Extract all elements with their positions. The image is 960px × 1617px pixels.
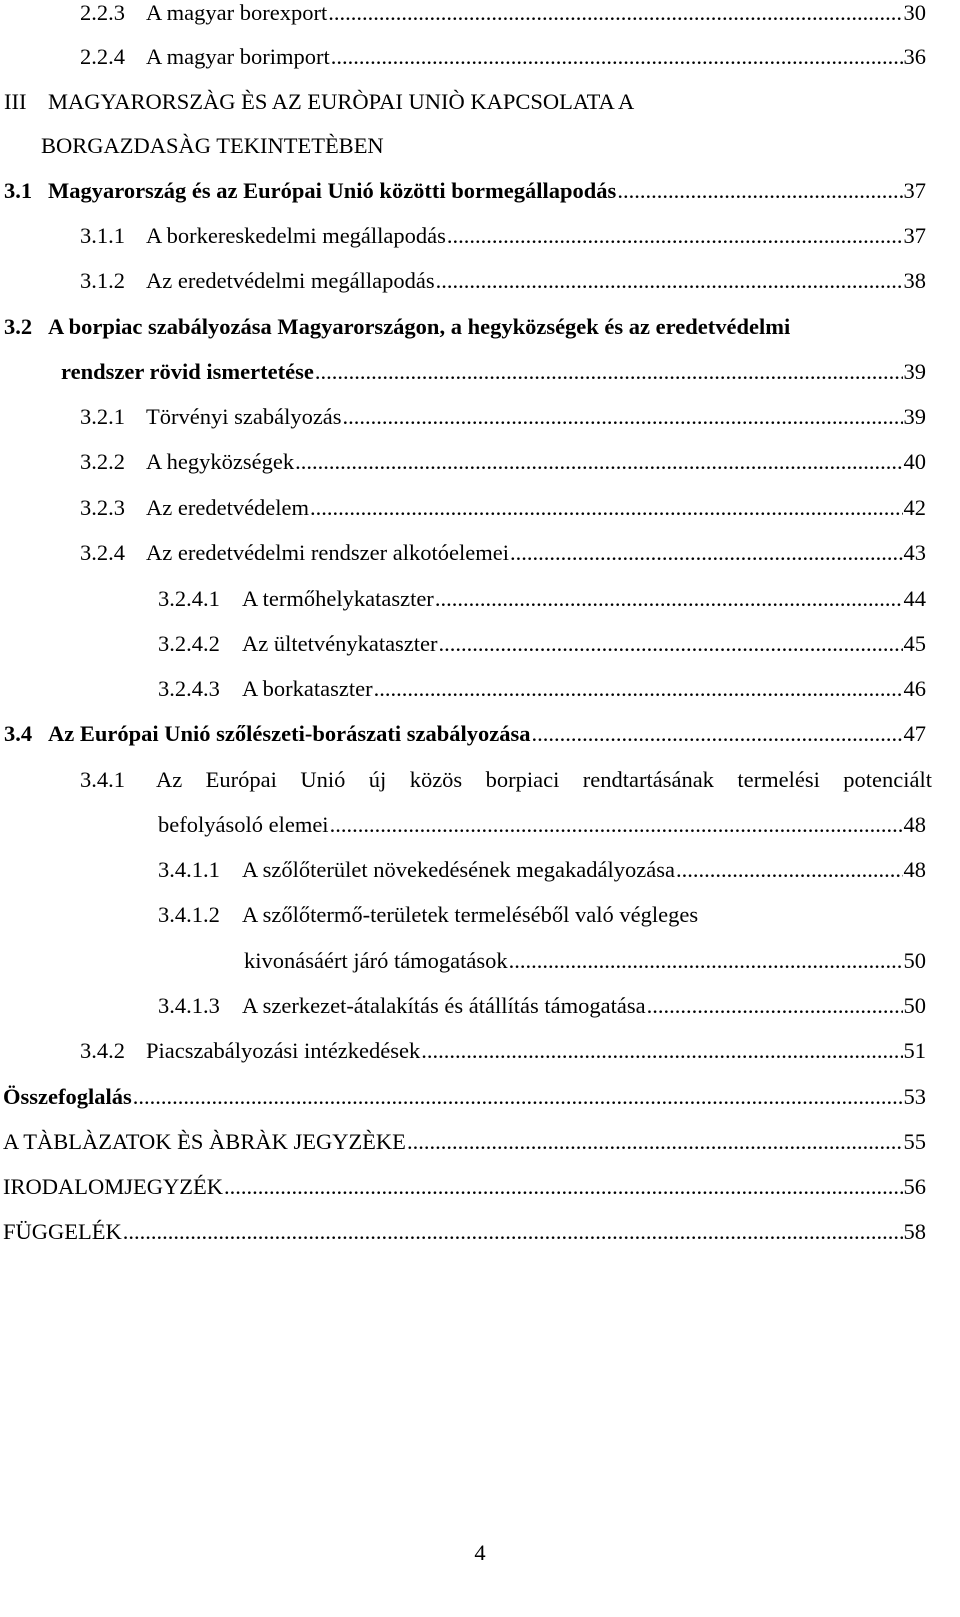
entry-number: 3.4.1.3 [158, 993, 220, 1018]
toc-entry-3-4-1-2-line2[interactable] [0, 948, 960, 978]
toc-entry-3-2-line1[interactable] [0, 314, 960, 344]
entry-title: A borkataszter [242, 676, 373, 701]
entry-title: Törvényi szabályozás [146, 404, 342, 429]
entry-number: 2.2.4 [80, 44, 125, 69]
entry-page: 37 [903, 223, 926, 248]
toc-entry-tablazatok[interactable] [0, 1129, 960, 1159]
entry-title: Piacszabályozási intézkedések [146, 1038, 421, 1063]
entry-number: III [4, 89, 27, 114]
toc-entry-III-line1[interactable] [0, 89, 960, 119]
dot-leader [439, 631, 903, 657]
toc-entry-3-2-4-1[interactable] [0, 586, 960, 616]
entry-page: 30 [903, 0, 926, 25]
entry-number: 3.1.1 [80, 223, 125, 248]
entry-number: 3.4.1.2 [158, 902, 220, 927]
entry-title: Magyarország és az Európai Unió közötti bormegállapodás [48, 178, 617, 203]
entry-page: 36 [903, 44, 926, 69]
dot-leader [310, 495, 902, 521]
entry-title-continued: befolyásoló elemei [158, 812, 329, 837]
entry-page: 44 [903, 586, 926, 611]
entry-number: 3.4.2 [80, 1038, 125, 1063]
entry-page: 53 [903, 1084, 926, 1109]
entry-title: Az ültetvénykataszter [242, 631, 438, 656]
title-word: termelési [737, 767, 820, 792]
entry-page: 48 [903, 857, 926, 882]
toc-entry-3-4-1-line2[interactable] [0, 812, 960, 842]
entry-title: Az eredetvédelmi megállapodás [146, 268, 435, 293]
title-word: potenciált [843, 767, 932, 792]
dot-leader [295, 449, 902, 475]
entry-title-continued: BORGAZDASÀG TEKINTETÈBEN [41, 133, 384, 158]
entry-number: 3.2.4.2 [158, 631, 220, 656]
dot-leader [343, 404, 903, 430]
toc-entry-3-1[interactable] [0, 178, 960, 208]
toc-entry-3-2-4[interactable] [0, 540, 960, 570]
entry-title: A hegyközségek [146, 449, 295, 474]
entry-page: 46 [903, 676, 926, 701]
entry-page: 47 [903, 721, 926, 746]
title-word: borpiaci [485, 767, 560, 792]
entry-title: A szőlőtermő-területek termeléséből való végleges [242, 902, 699, 927]
toc-entry-3-4[interactable] [0, 721, 960, 751]
entry-title: A magyar borimport [146, 44, 330, 69]
toc-entry-3-4-1-3[interactable] [0, 993, 960, 1023]
entry-page: 51 [903, 1038, 926, 1063]
toc-entry-3-2-3[interactable] [0, 495, 960, 525]
dot-leader [331, 44, 903, 70]
entry-number: 3.4.1 [80, 767, 125, 792]
title-word: új [368, 767, 387, 792]
dot-leader [436, 268, 903, 294]
dot-leader [123, 1219, 903, 1245]
entry-page: 37 [903, 178, 926, 203]
entry-number: 3.1.2 [80, 268, 125, 293]
toc-entry-3-2-line2[interactable] [0, 359, 960, 389]
entry-title: A szerkezet-átalakítás és átállítás támogatása [242, 993, 646, 1018]
title-word: Unió [300, 767, 346, 792]
dot-leader [133, 1084, 903, 1110]
toc-entry-3-4-1-justified-title [156, 767, 932, 797]
entry-title: Az eredetvédelem [146, 495, 310, 520]
toc-entry-3-2-4-3[interactable] [0, 676, 960, 706]
title-word: Európai [205, 767, 277, 792]
dot-leader [407, 1129, 903, 1155]
entry-title: A borpiac szabályozása Magyarországon, a hegyközségek és az eredetvédelmi [48, 314, 791, 339]
toc-entry-III-line2[interactable] [0, 133, 960, 163]
dot-leader [509, 948, 903, 974]
dot-leader [224, 1174, 903, 1200]
dot-leader [435, 586, 903, 612]
entry-page: 38 [903, 268, 926, 293]
entry-title: A szőlőterület növekedésének megakadályozása [242, 857, 675, 882]
entry-number: 2.2.3 [80, 0, 125, 25]
entry-page: 58 [903, 1219, 926, 1244]
entry-page: 39 [903, 359, 926, 384]
entry-number: 3.1 [4, 178, 33, 203]
entry-number: 3.2.1 [80, 404, 125, 429]
entry-page: 45 [903, 631, 926, 656]
toc-entry-3-2-2[interactable] [0, 449, 960, 479]
title-word: közös [409, 767, 463, 792]
entry-page: 56 [903, 1174, 926, 1199]
page-number: 4 [474, 1540, 486, 1565]
entry-title: MAGYARORSZÀG ÈS AZ EURÒPAI UNIÒ KAPCSOLATA A [48, 89, 635, 114]
entry-number: 3.2.4 [80, 540, 125, 565]
dot-leader [647, 993, 903, 1019]
entry-title: A termőhelykataszter [242, 586, 434, 611]
dot-leader [374, 676, 903, 702]
entry-page: 55 [903, 1129, 926, 1154]
entry-page: 50 [903, 993, 926, 1018]
entry-number: 3.2.3 [80, 495, 125, 520]
entry-page: 39 [903, 404, 926, 429]
entry-page: 50 [903, 948, 926, 973]
entry-title-continued: kivonásáért járó támogatások [244, 948, 508, 973]
toc-entry-3-4-1-1[interactable] [0, 857, 960, 887]
toc-entry-3-2-4-2[interactable] [0, 631, 960, 661]
toc-entry-fuggelek[interactable] [0, 1219, 960, 1249]
dot-leader [315, 359, 903, 385]
toc-entry-osszefoglalas[interactable] [0, 1084, 960, 1114]
entry-title: Összefoglalás [3, 1084, 132, 1109]
entry-title: IRODALOMJEGYZÉK [3, 1174, 223, 1199]
dot-leader [421, 1038, 902, 1064]
toc-entry-3-4-1-2-line1[interactable] [0, 902, 960, 932]
toc-entry-irodalomjegyzek[interactable] [0, 1174, 960, 1204]
dot-leader [447, 223, 903, 249]
entry-page: 43 [903, 540, 926, 565]
toc-entry-2-2-3[interactable] [0, 0, 960, 30]
entry-title: A magyar borexport [146, 0, 328, 25]
title-word: Az [156, 767, 183, 792]
entry-number: 3.2 [4, 314, 33, 339]
dot-leader [531, 721, 902, 747]
entry-number: 3.4.1.1 [158, 857, 220, 882]
entry-title: A borkereskedelmi megállapodás [146, 223, 446, 248]
dot-leader [330, 812, 903, 838]
toc-entry-3-4-2[interactable] [0, 1038, 960, 1068]
entry-number: 3.2.2 [80, 449, 125, 474]
toc-entry-3-1-2[interactable] [0, 268, 960, 298]
dot-leader [676, 857, 903, 883]
entry-number: 3.4 [4, 721, 33, 746]
entry-title: Az Európai Unió szőlészeti-borászati szabályozása [48, 721, 531, 746]
entry-page: 42 [903, 495, 926, 520]
dot-leader [510, 540, 903, 566]
entry-number: 3.2.4.1 [158, 586, 220, 611]
entry-title-continued: rendszer rövid ismertetése [61, 359, 314, 384]
entry-page: 40 [903, 449, 926, 474]
toc-entry-2-2-4[interactable] [0, 44, 960, 74]
entry-number: 3.2.4.3 [158, 676, 220, 701]
toc-entry-3-1-1[interactable] [0, 223, 960, 253]
title-word: rendtartásának [582, 767, 714, 792]
entry-page: 48 [903, 812, 926, 837]
dot-leader [617, 178, 902, 204]
entry-title: A TÀBLÀZATOK ÈS ÀBRÀK JEGYZÈKE [3, 1129, 406, 1154]
entry-title: FÜGGELÉK [3, 1219, 122, 1244]
dot-leader [328, 0, 902, 26]
toc-entry-3-2-1[interactable] [0, 404, 960, 434]
entry-title: Az eredetvédelmi rendszer alkotóelemei [146, 540, 509, 565]
